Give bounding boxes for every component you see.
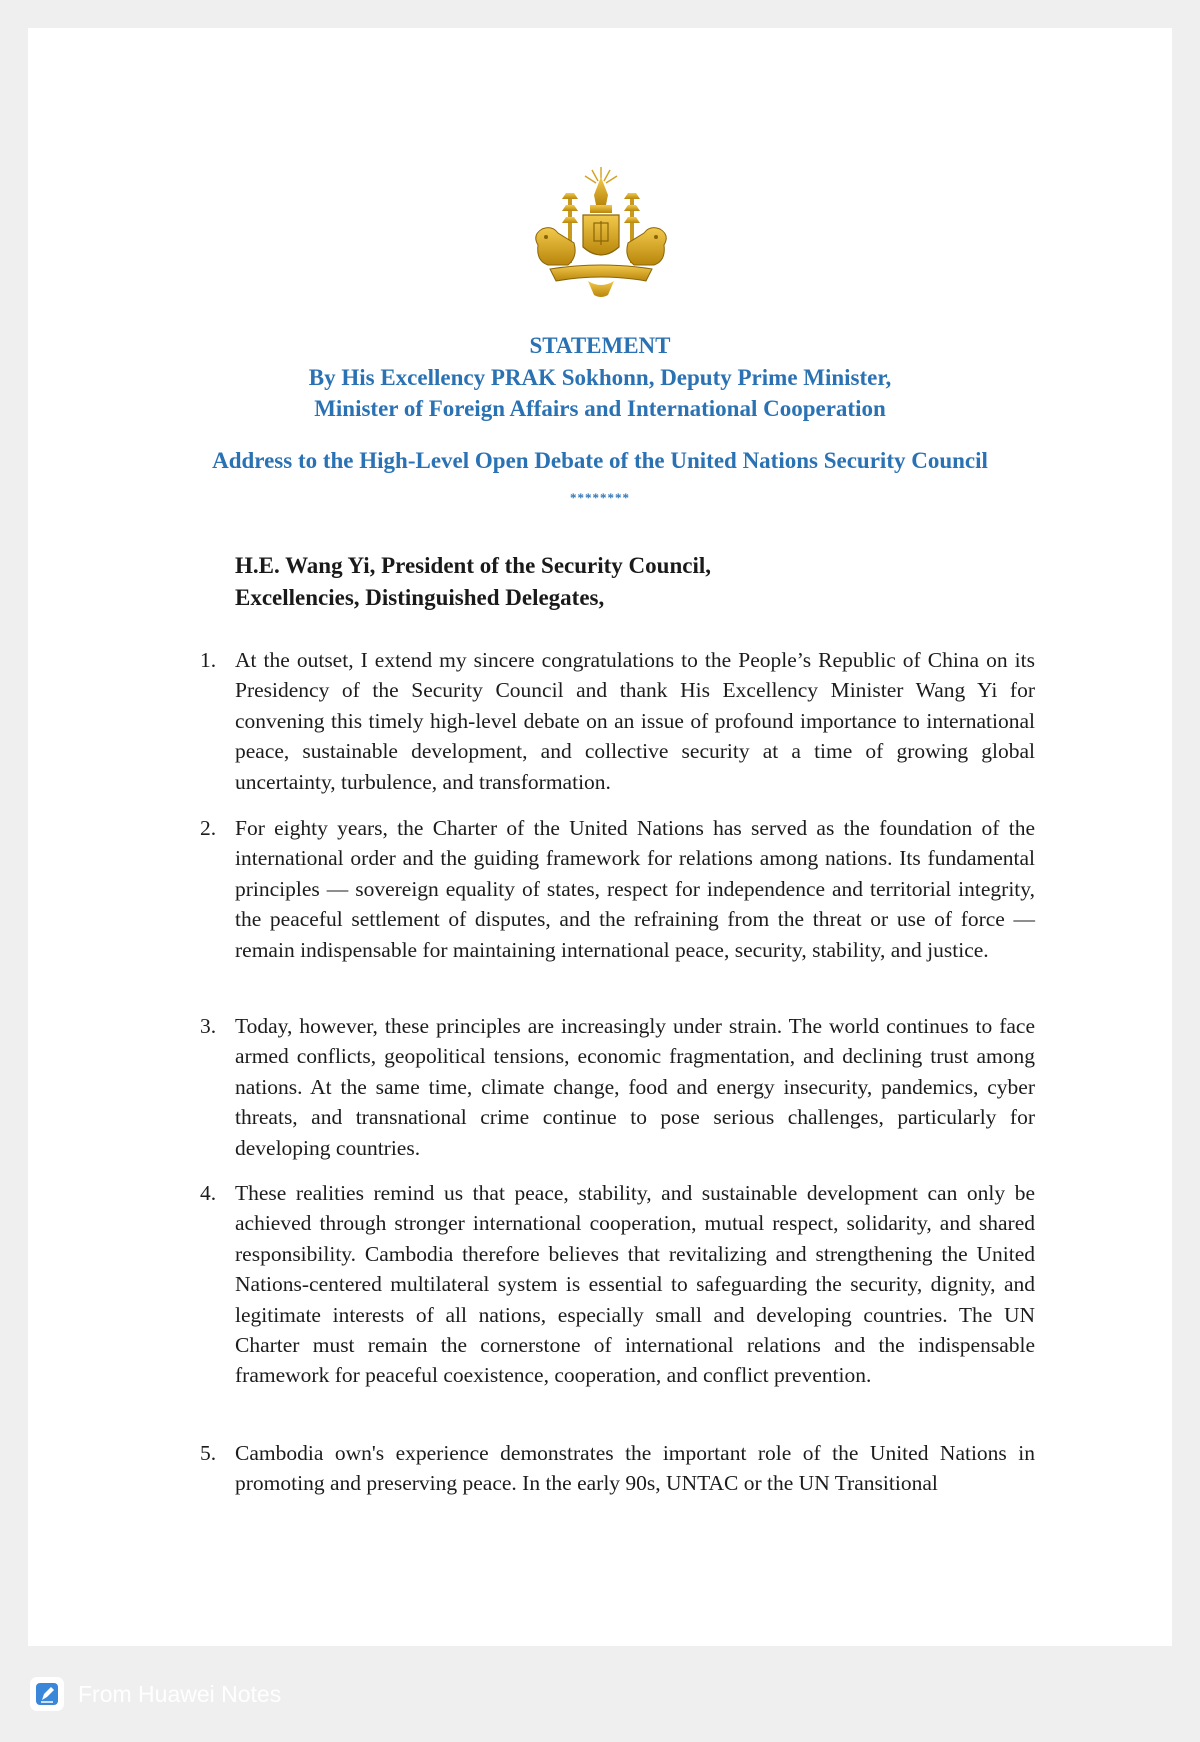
numbered-paragraph	[200, 813, 1035, 965]
paragraph-text: At the outset, I extend my sincere congratulations to the People’s Republic of China on its Presidency of the Security Council and thank His Excellency Minister Wang Yi for convening this timely high-level debate on an issue of profound importance to international peace, sustainable development, and collective security at a time of growing global uncertainty, turbulence, and transformation.	[235, 648, 1035, 794]
statement-minister-line: Minister of Foreign Affairs and International Cooperation	[314, 396, 886, 421]
statement-address-title: Address to the High-Level Open Debate of the United Nations Security Council	[212, 448, 988, 473]
numbered-paragraph	[200, 1438, 1035, 1499]
paragraph-number: 4.	[200, 1181, 217, 1205]
paragraph-number: 2.	[200, 816, 217, 840]
paragraph-number: 3.	[200, 1014, 217, 1038]
numbered-paragraph	[200, 645, 1035, 797]
source-label: From Huawei Notes	[78, 1680, 282, 1707]
paragraph-text: Cambodia own's experience demonstrates the important role of the United Nations in promoting and preserving peace. In the early 90s, UNTAC or the UN Transitional	[235, 1441, 1035, 1496]
numbered-paragraph	[200, 1011, 1035, 1163]
paragraph-number: 5.	[200, 1441, 217, 1465]
salutation-president: H.E. Wang Yi, President of the Security Council,	[235, 553, 711, 578]
paragraph-text: These realities remind us that peace, stability, and sustainable development can only be achieved through stronger international cooperation, mutual respect, solidarity, and shared responsibility. Cambodia therefore believes that revitalizing and strengthening the United Nations-centered multilateral system is essential to safeguarding the security, dignity, and legitimate interests of all nations, especially small and developing countries. The UN Charter must remain the cornerstone of international relations and the indispensable framework for peaceful coexistence, cooperation, and conflict prevention.	[235, 1181, 1035, 1388]
numbered-paragraph	[200, 1178, 1035, 1391]
statement-title: STATEMENT	[529, 333, 671, 358]
paragraph-text: For eighty years, the Charter of the United Nations has served as the foundation of the international order and the guiding framework for relations among nations. Its fundamental principles — sovereign equality of states, respect for independence and territorial integrity, the peaceful settlement of disputes, and the refraining from the threat or use of force — remain indispensable for maintaining international peace, security, stability, and justice.	[235, 816, 1035, 962]
royal-arms-emblem	[528, 165, 674, 303]
salutation-delegates: Excellencies, Distinguished Delegates,	[235, 585, 605, 610]
source-watermark	[30, 1676, 281, 1712]
paragraph-text: Today, however, these principles are increasingly under strain. The world continues to face armed conflicts, geopolitical tensions, economic fragmentation, and declining trust among nations. At the same time, climate change, food and energy insecurity, pandemics, cyber threats, and transnational crime continue to pose serious challenges, particularly for developing countries.	[235, 1014, 1035, 1160]
notes-pen-icon	[30, 1677, 64, 1711]
paragraph-number: 1.	[200, 648, 217, 672]
statement-byline: By His Excellency PRAK Sokhonn, Deputy Prime Minister,	[308, 365, 892, 390]
separator-asterisks: ********	[570, 490, 630, 505]
